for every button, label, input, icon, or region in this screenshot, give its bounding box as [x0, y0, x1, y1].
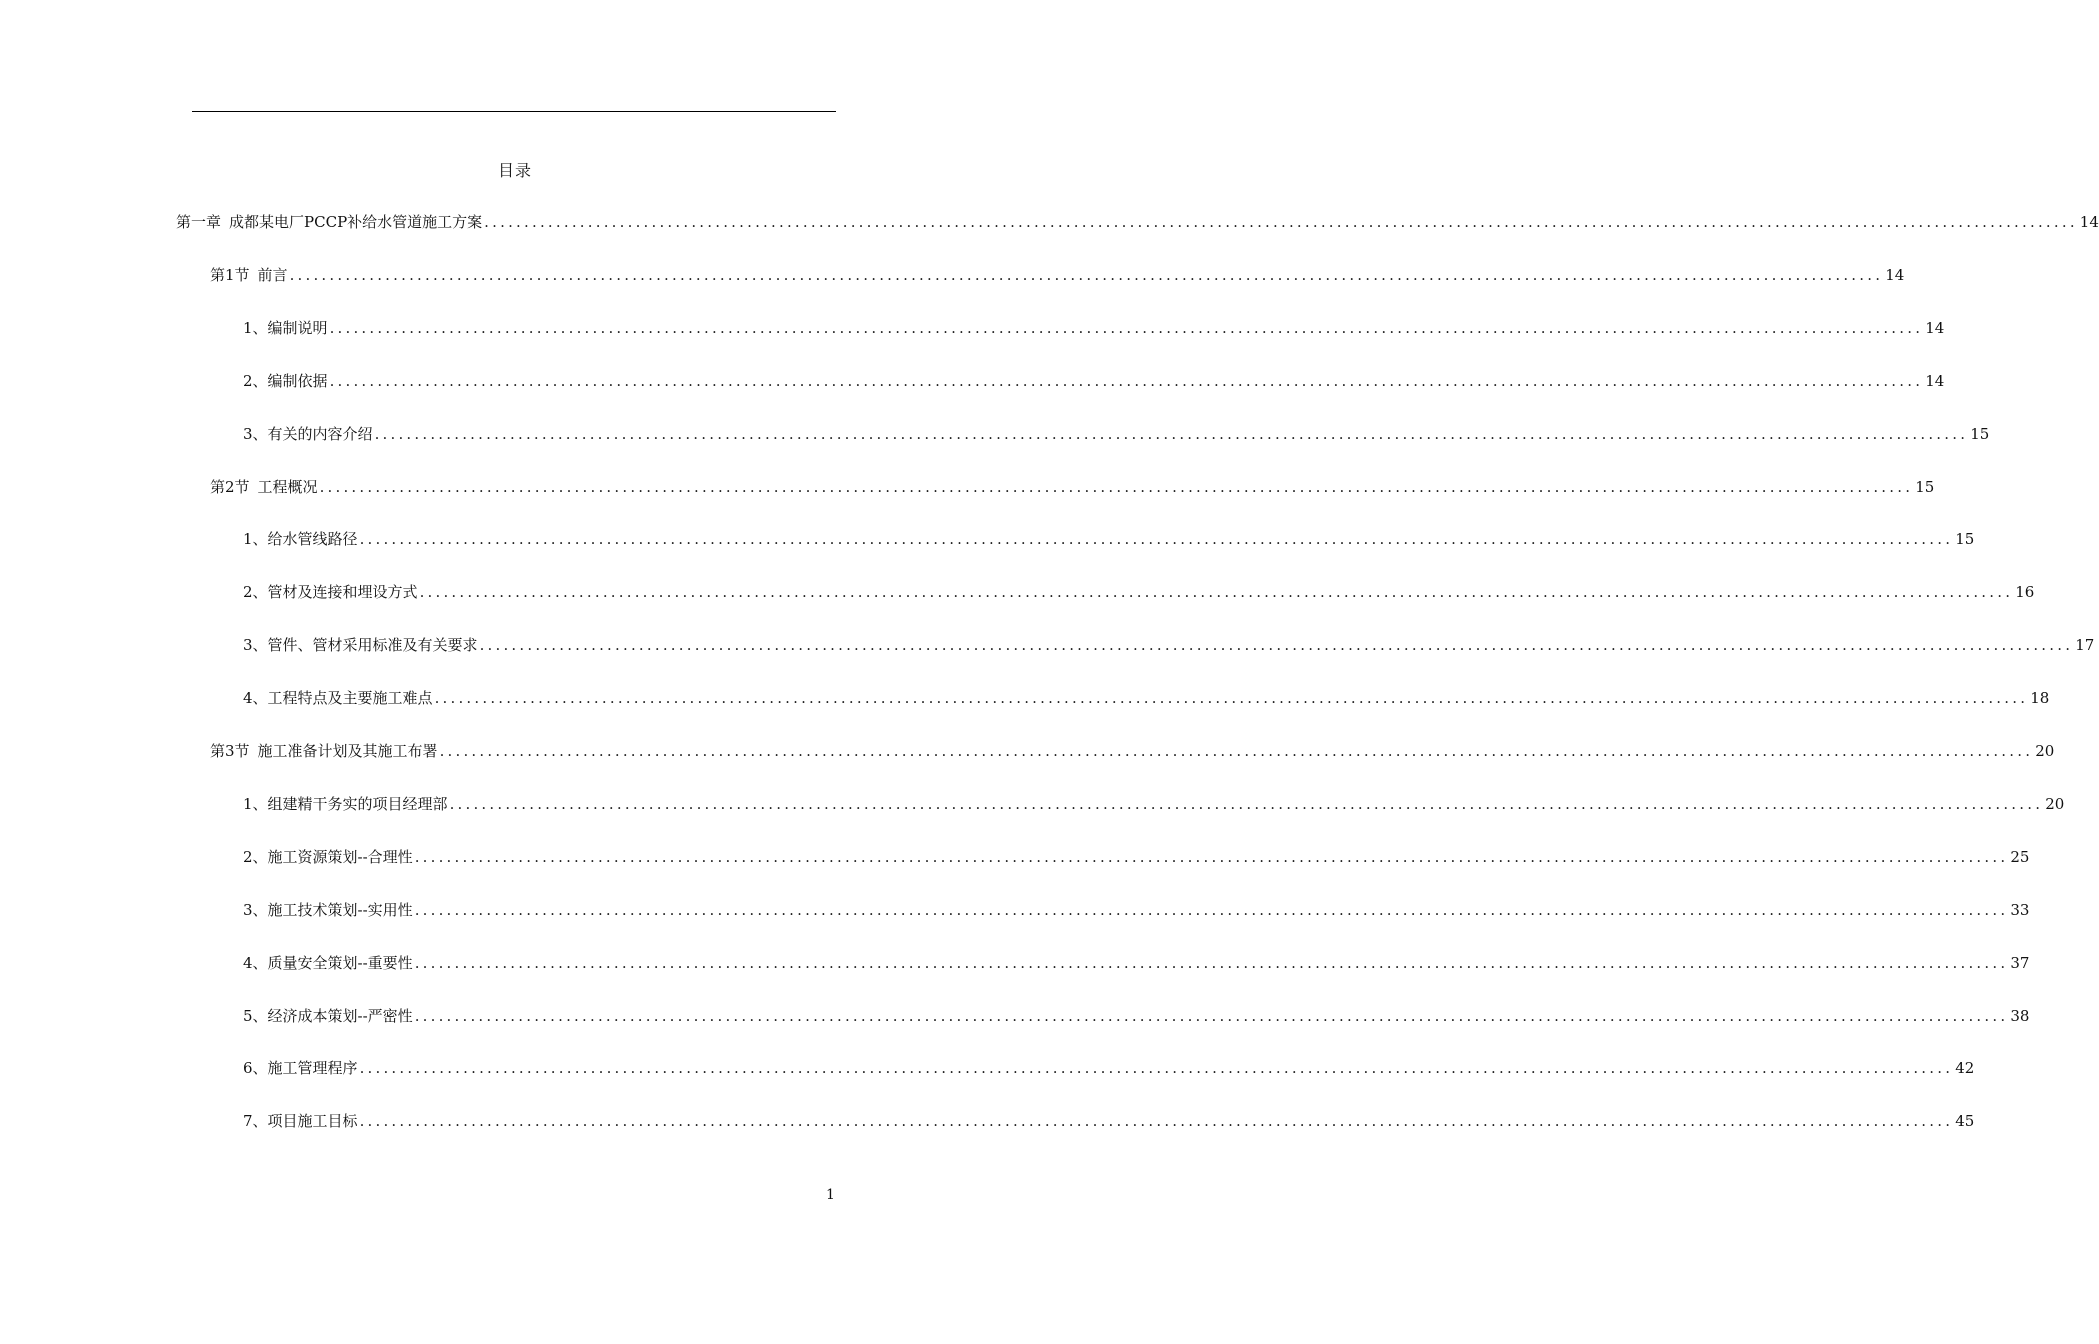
toc-entry-title: 质量安全策划--重要性 — [267, 953, 413, 972]
toc-entry-title: 编制说明 — [267, 318, 328, 337]
toc-entry-number: 4、 — [243, 953, 268, 972]
toc-entry[interactable] — [243, 792, 2065, 816]
toc-entry-page: 14 — [1925, 318, 1945, 337]
toc-entry[interactable] — [243, 845, 2030, 869]
toc-entry-page: 15 — [1915, 477, 1935, 496]
toc-entry[interactable] — [176, 210, 2099, 234]
toc-entry-number: 5、 — [243, 1006, 268, 1025]
page-number: 1 — [826, 1187, 835, 1203]
toc-entry-page: 45 — [1955, 1112, 1975, 1131]
toc-dot-leader: ........................................................................................................................................................................................................ — [414, 900, 2009, 919]
toc-entry-title: 工程特点及主要施工难点 — [267, 689, 433, 708]
toc-entry-number: 第3节 — [210, 742, 250, 760]
toc-entry[interactable] — [243, 1004, 2030, 1028]
toc-entry-title: 有关的内容介绍 — [267, 424, 373, 443]
toc-entry-page: 15 — [1955, 530, 1975, 549]
toc-entry-title: 给水管线路径 — [267, 530, 358, 549]
toc-entry-title: 施工资源策划--合理性 — [267, 847, 413, 866]
toc-dot-leader: ........................................................................................................................................................................................................ — [359, 530, 1954, 549]
toc-entry-page: 38 — [2010, 1006, 2030, 1025]
toc-dot-leader: ........................................................................................................................................................................................................ — [329, 371, 1924, 390]
toc-entry-number: 7、 — [243, 1112, 268, 1131]
toc-dot-leader: ........................................................................................................................................................................................................ — [374, 424, 1969, 443]
toc-entry-title: 项目施工目标 — [267, 1112, 358, 1131]
toc-entry-number: 4、 — [243, 689, 268, 708]
toc-dot-leader: ........................................................................................................................................................................................................ — [289, 265, 1884, 284]
toc-entry[interactable] — [243, 951, 2030, 975]
toc-dot-leader: ........................................................................................................................................................................................................ — [329, 318, 1924, 337]
toc-entry-title: 编制依据 — [267, 371, 328, 390]
toc-dot-leader: ........................................................................................................................................................................................................ — [484, 213, 2078, 231]
toc-entry-page: 42 — [1955, 1059, 1975, 1078]
toc-entry-page: 17 — [2075, 636, 2095, 655]
toc-entry[interactable] — [243, 580, 2035, 604]
toc-entry-number: 2、 — [243, 583, 268, 602]
toc-entry-title: 管件、管材采用标准及有关要求 — [267, 636, 478, 655]
toc-title: 目录 — [497, 161, 532, 180]
toc-entry-number: 3、 — [243, 900, 268, 919]
toc-entry-number: 3、 — [243, 636, 268, 655]
toc-entry-number: 2、 — [243, 371, 268, 390]
toc-entry-number: 1、 — [243, 530, 268, 549]
toc-entry-number: 第2节 — [210, 477, 250, 496]
toc-entry-title: 工程概况 — [257, 477, 318, 496]
toc-entry-page: 37 — [2010, 953, 2030, 972]
toc-entry-page: 20 — [2035, 742, 2055, 760]
toc-entry-number: 6、 — [243, 1059, 268, 1078]
toc-entry[interactable] — [243, 1109, 1975, 1133]
toc-entry-title: 施工管理程序 — [267, 1059, 358, 1078]
toc-dot-leader: ........................................................................................................................................................................................................ — [434, 689, 2029, 708]
toc-entry-number: 2、 — [243, 847, 268, 866]
toc-entry-title: 施工准备计划及其施工布署 — [257, 742, 438, 760]
toc-entry-number: 1、 — [243, 318, 268, 337]
toc-entry[interactable] — [210, 263, 1905, 287]
toc-dot-leader: ........................................................................................................................................................................................................ — [359, 1059, 1954, 1078]
toc-entry[interactable] — [243, 686, 2050, 710]
toc-dot-leader: ........................................................................................................................................................................................................ — [319, 477, 1914, 496]
toc-entry[interactable] — [243, 1056, 1975, 1080]
toc-entry-page: 16 — [2015, 583, 2035, 602]
toc-entry[interactable] — [243, 369, 1945, 393]
toc-entry-title: 组建精干务实的项目经理部 — [267, 794, 448, 813]
toc-entry-number: 1、 — [243, 794, 268, 813]
toc-dot-leader: ........................................................................................................................................................................................................ — [449, 794, 2044, 813]
toc-entry-page: 15 — [1970, 424, 1990, 443]
toc-dot-leader: ........................................................................................................................................................................................................ — [414, 1006, 2009, 1025]
toc-entry-page: 20 — [2045, 794, 2065, 813]
toc-entry-number: 3、 — [243, 424, 268, 443]
toc-entry-page: 25 — [2010, 847, 2030, 866]
toc-entry[interactable] — [243, 527, 1975, 551]
toc-entry-title: 经济成本策划--严密性 — [267, 1006, 413, 1025]
toc-entry[interactable] — [243, 316, 1945, 340]
toc-entry-page: 18 — [2030, 689, 2050, 708]
toc-entry[interactable] — [210, 475, 1935, 499]
toc-entry-page: 14 — [2079, 213, 2099, 231]
toc-entry-page: 14 — [1925, 371, 1945, 390]
toc-dot-leader: ........................................................................................................................................................................................................ — [479, 636, 2074, 655]
toc-entry-page: 33 — [2010, 900, 2030, 919]
toc-entry-page: 14 — [1885, 265, 1905, 284]
toc-entry-number: 第1节 — [210, 265, 250, 284]
toc-dot-leader: ........................................................................................................................................................................................................ — [439, 742, 2034, 760]
toc-entry[interactable] — [243, 633, 2095, 657]
toc-dot-leader: ........................................................................................................................................................................................................ — [419, 583, 2014, 602]
toc-entry[interactable] — [243, 422, 1990, 446]
toc-entry-title: 成都某电厂PCCP补给水管道施工方案 — [229, 213, 483, 231]
toc-entry-title: 前言 — [257, 265, 288, 284]
toc-entry[interactable] — [210, 739, 2055, 763]
toc-dot-leader: ........................................................................................................................................................................................................ — [414, 847, 2009, 866]
toc-entry-title: 管材及连接和埋设方式 — [267, 583, 418, 602]
toc-entry[interactable] — [243, 898, 2030, 922]
toc-dot-leader: ........................................................................................................................................................................................................ — [414, 953, 2009, 972]
toc-entry-number: 第一章 — [176, 213, 222, 231]
toc-dot-leader: ........................................................................................................................................................................................................ — [359, 1112, 1954, 1131]
toc-entry-title: 施工技术策划--实用性 — [267, 900, 413, 919]
